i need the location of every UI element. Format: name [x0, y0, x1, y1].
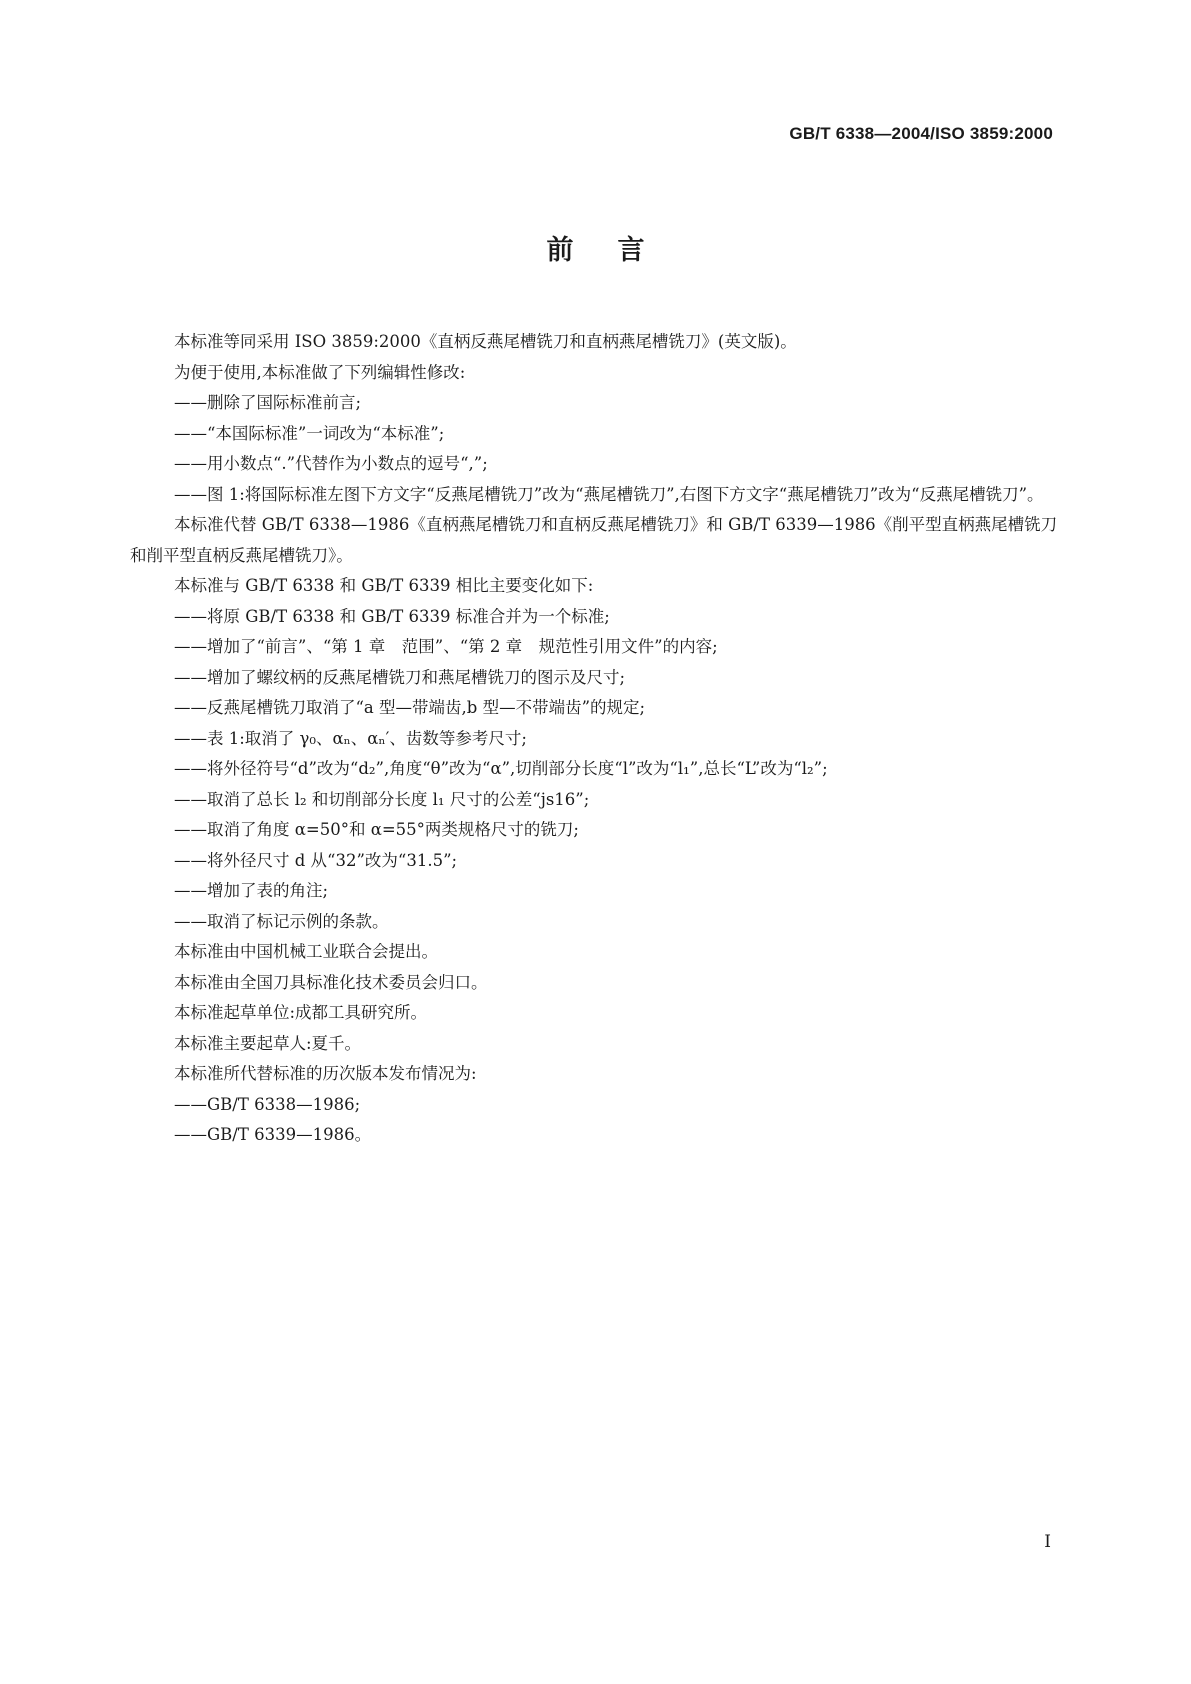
list-item: ——增加了“前言”、“第 1 章 范围”、“第 2 章 规范性引用文件”的内容; [174, 637, 718, 656]
paragraph: 本标准主要起草人:夏千。 [174, 1033, 362, 1053]
list-item: ——将外径符号“d”改为“d₂”,角度“θ”改为“α”,切削部分长度“l”改为“l₁”,总长“L”改为“l₂”; [174, 759, 828, 778]
paragraph: 为便于使用,本标准做了下列编辑性修改: [174, 362, 466, 382]
paragraph: 本标准所代替标准的历次版本发布情况为: [174, 1064, 477, 1083]
paragraph: 本标准由中国机械工业联合会提出。 [174, 942, 438, 961]
list-item: ——取消了角度 α=50°和 α=55°两类规格尺寸的铣刀; [174, 820, 579, 839]
paragraph: 本标准等同采用 ISO 3859:2000《直柄反燕尾槽铣刀和直柄燕尾槽铣刀》(英文版)。 [174, 332, 797, 351]
list-item: ——“本国际标准”一词改为“本标准”; [174, 423, 445, 443]
list-item: ——用小数点“.”代替作为小数点的逗号“,”; [174, 454, 488, 473]
list-item: ——反燕尾槽铣刀取消了“a 型—带端齿,b 型—不带端齿”的规定; [174, 698, 646, 717]
list-item: ——将外径尺寸 d 从“32”改为“31.5”; [174, 850, 458, 870]
list-item: ——GB/T 6339—1986。 [174, 1125, 372, 1144]
list-item: ——增加了表的角注; [174, 881, 329, 900]
list-item: ——将原 GB/T 6338 和 GB/T 6339 标准合并为一个标准; [174, 606, 610, 626]
list-item: ——图 1:将国际标准左图下方文字“反燕尾槽铣刀”改为“燕尾槽铣刀”,右图下方文字“燕尾槽铣刀”改为“反燕尾槽铣刀”。 [174, 484, 1044, 504]
list-item: ——表 1:取消了 γ₀、αₙ、αₙ′、齿数等参考尺寸; [174, 728, 527, 748]
page-number: I [1044, 1532, 1051, 1552]
paragraph: 本标准起草单位:成都工具研究所。 [174, 1003, 428, 1022]
list-item: ——增加了螺纹柄的反燕尾槽铣刀和燕尾槽铣刀的图示及尺寸; [174, 667, 626, 687]
page-title: 前言 [546, 235, 689, 266]
foreword-body [130, 327, 1062, 1151]
standard-code: GB/T 6338—2004/ISO 3859:2000 [789, 124, 1053, 143]
paragraph: 本标准与 GB/T 6338 和 GB/T 6339 相比主要变化如下: [174, 576, 594, 595]
list-item: ——取消了总长 l₂ 和切削部分长度 l₁ 尺寸的公差“js16”; [174, 789, 590, 809]
list-item: ——取消了标记示例的条款。 [174, 911, 389, 931]
list-item: ——GB/T 6338—1986; [174, 1094, 361, 1114]
paragraph: 本标准由全国刀具标准化技术委员会归口。 [174, 972, 488, 992]
list-item: ——删除了国际标准前言; [174, 393, 362, 412]
paragraph: 本标准代替 GB/T 6338—1986《直柄燕尾槽铣刀和直柄反燕尾槽铣刀》和 GB/T 6339—1986《削平型直柄燕尾槽铣刀和削平型直柄反燕尾槽铣刀》。 [130, 515, 1058, 565]
